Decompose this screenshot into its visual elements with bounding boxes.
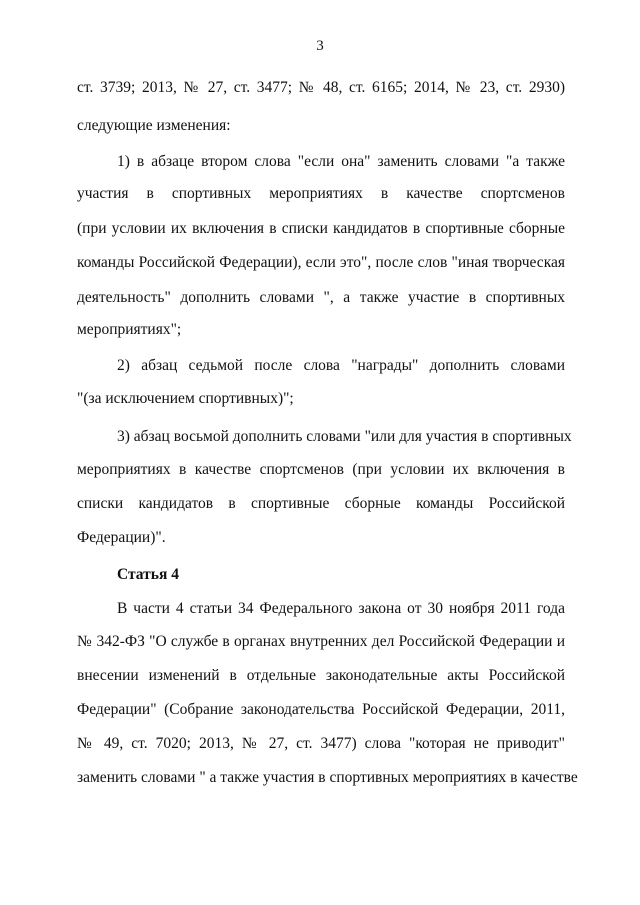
text-line: № 342-ФЗ "О службе в органах внутренних дел Российской Федерации и — [77, 633, 565, 650]
text-line: ст. 3739; 2013, № 27, ст. 3477; № 48, ст. 6165; 2014, № 23, ст. 2930) — [77, 79, 565, 96]
text-line: № 49, ст. 7020; 2013, № 27, ст. 3477) слова "которая не приводит" — [77, 735, 565, 752]
text-line: 3) абзац восьмой дополнить словами "или для участия в спортивных — [117, 428, 572, 445]
text-line: "(за исключением спортивных)"; — [77, 390, 294, 407]
article-heading: Статья 4 — [117, 566, 179, 583]
text-line: мероприятиях"; — [77, 321, 182, 338]
text-line: (при условии их включения в списки кандидатов в спортивные сборные — [77, 220, 565, 237]
text-line: 2) абзац седьмой после слова "награды" дополнить словами — [117, 357, 565, 374]
text-line: списки кандидатов в спортивные сборные команды Российской — [77, 495, 565, 512]
text-line: участия в спортивных мероприятиях в качестве спортсменов — [77, 185, 565, 202]
text-line: В части 4 статьи 34 Федерального закона от 30 ноября 2011 года — [117, 600, 565, 617]
text-line: заменить словами " а также участия в спортивных мероприятиях в качестве — [77, 769, 578, 786]
page-number: 3 — [316, 38, 324, 54]
text-line: Федерации" (Собрание законодательства Российской Федерации, 2011, — [77, 701, 565, 718]
text-line: внесении изменений в отдельные законодательные акты Российской — [77, 667, 565, 684]
text-line: Федерации)". — [77, 529, 166, 546]
text-line: деятельность" дополнить словами ", а также участие в спортивных — [77, 289, 565, 306]
text-line: команды Российской Федерации), если это", после слов "иная творческая — [77, 254, 565, 271]
text-line: следующие изменения: — [77, 117, 231, 134]
text-line: 1) в абзаце втором слова "если она" заменить словами "а также — [117, 153, 565, 170]
text-line: мероприятиях в качестве спортсменов (при условии их включения в — [77, 461, 565, 478]
